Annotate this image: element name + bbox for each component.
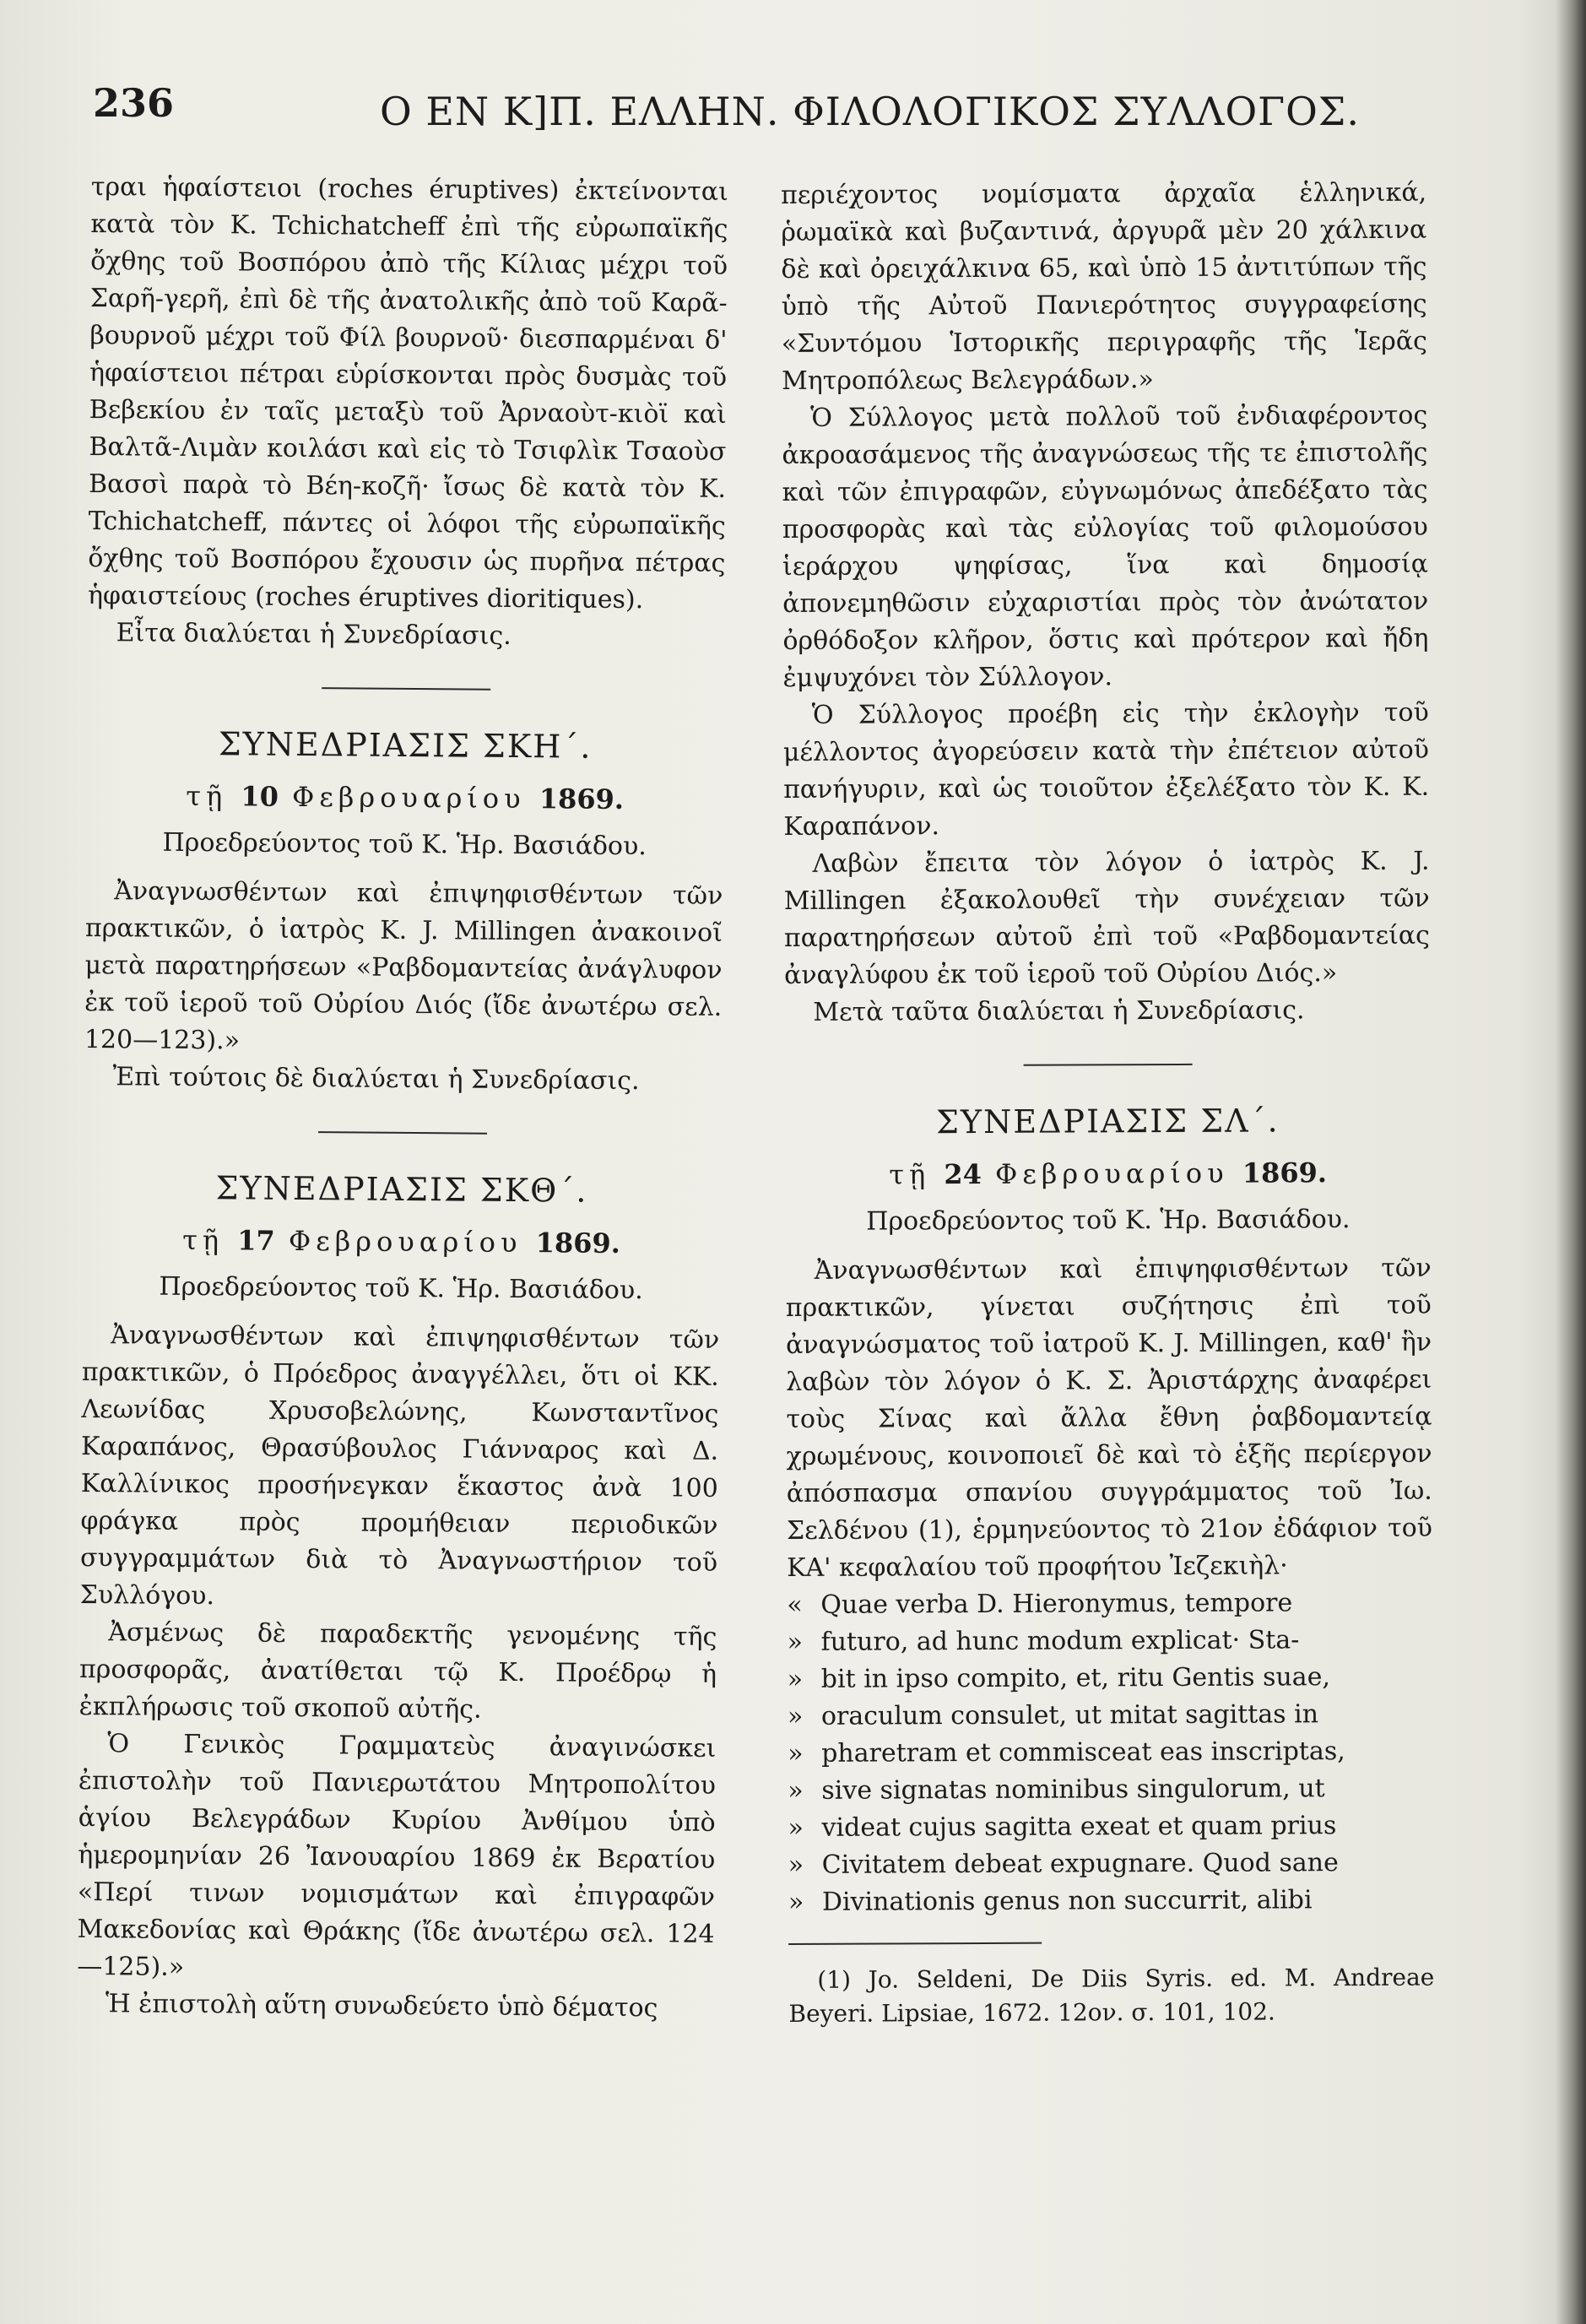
quote-text: oraculum consulet, ut mitat sagittas in bbox=[820, 1699, 1319, 1731]
session-date bbox=[785, 1154, 1431, 1194]
page-header bbox=[93, 80, 1360, 156]
quote-mark: » bbox=[787, 1701, 804, 1731]
paragraph: Ἀσμένως δὲ παραδεκτῆς γενομένης τῆς προσφορᾶς, ἀνατίθεται τῷ Κ. Προέδρῳ ἡ ἐκπλήρωσις τοῦ σκοποῦ αὐτῆς. bbox=[78, 1617, 717, 1725]
session-title: ΣΥΝΕΔΡΙΑΣΙΣ ΣΛ΄. bbox=[935, 1102, 1280, 1141]
quote-mark: » bbox=[788, 1812, 804, 1843]
quote-text: bit in ipso compito, et, ritu Gentis suae, bbox=[820, 1662, 1331, 1694]
paragraph: Εἶτα διαλύεται ἡ Συνεδρίασις. bbox=[116, 618, 512, 651]
quote-line bbox=[788, 1845, 1434, 1884]
date-year: 1869. bbox=[539, 783, 625, 815]
page-edge-shadow bbox=[1518, 0, 1586, 2324]
quote-line bbox=[788, 1696, 1433, 1736]
section-separator bbox=[1023, 1064, 1192, 1066]
paragraph: Λαβὼν ἔπειτα τὸν λόγον ὁ ἰατρὸς Κ. J. Millingen ἐξακολουθεῖ τὴν συνέχειαν τῶν παρατηρήσεων αὐτοῦ ἐπὶ τοῦ «Ραβδομαντείας ἀναγλύφου ἐκ τοῦ ἱεροῦ τοῦ Οὐρίου Διός.» bbox=[783, 846, 1431, 990]
paragraph: Ἀναγνωσθέντων καὶ ἐπιψηφισθέντων τῶν πρακτικῶν, ὁ Πρόεδρος ἀναγγέλλει, ὅτι οἱ ΚΚ. Λεωνίδας Χρυσοβελώνης, Κωνσταντῖνος Καραπάνος, Θρασύβουλος Γιάνναρος καὶ Δ. Καλλίνικος προσήνεγκαν ἕκαστος ἀνὰ 100 φράγκα πρὸς προμήθειαν περιοδικῶν συγγραμμάτων διὰ τὸ Ἀναγνωστήριον τοῦ Συλλόγου. bbox=[79, 1320, 720, 1612]
date-day: 17 bbox=[237, 1224, 275, 1257]
quote-mark: » bbox=[787, 1664, 804, 1694]
quote-text: pharetram et commisceat eas inscriptas, bbox=[821, 1736, 1345, 1769]
quote-mark: » bbox=[788, 1738, 804, 1769]
date-day: 10 bbox=[241, 780, 279, 813]
session-title: ΣΥΝΕΔΡΙΑΣΙΣ ΣΚΘ΄. bbox=[215, 1169, 588, 1210]
paragraph: Ὁ Σύλλογος μετὰ πολλοῦ τοῦ ἐνδιαφέροντος ἀκροασάμενος τῆς ἀναγνώσεως τῆς τε ἐπιστολῆς καὶ τῶν ἐπιγραφῶν, εὐγνωμόνως ἀπεδέξατο τὰς προσφορὰς καὶ τὰς εὐλογίας τοῦ φιλομούσου ἱεράρχου ψηφίσας, ἵνα καὶ δημοσίᾳ ἀπονεμηθῶσιν εὐχαριστίαι πρὸς τὸν ἀνώτατον ὀρθόδοξον κλῆρον, ὅστις καὶ πρότερον καὶ ἤδη ἐμψυχόνει τὸν Σύλλογον. bbox=[782, 400, 1429, 693]
quote-mark: » bbox=[788, 1775, 804, 1806]
date-year: 1869. bbox=[535, 1227, 620, 1260]
date-month: Φεβρουαρίου bbox=[291, 780, 526, 815]
section-separator bbox=[322, 687, 490, 691]
quote-text: Quae verba D. Hieronymus, tempore bbox=[820, 1588, 1293, 1620]
quote-mark: » bbox=[788, 1887, 804, 1917]
quote-line bbox=[788, 1807, 1433, 1847]
session-presidency: Προεδρεύοντος τοῦ Κ. Ἡρ. Βασιάδου. bbox=[866, 1205, 1351, 1237]
quote-line bbox=[788, 1770, 1433, 1810]
date-year: 1869. bbox=[1242, 1157, 1328, 1189]
quote-line bbox=[788, 1882, 1434, 1921]
quote-text: sive signatas nominibus singulorum, ut bbox=[821, 1774, 1325, 1806]
footnote: (1) Jo. Seldeni, De Diis Syris. ed. M. Andreae Beyeri. Lipsiae, 1672. 12ον. σ. 101, 102. bbox=[788, 1963, 1435, 2028]
right-column bbox=[781, 175, 1435, 2031]
quote-line bbox=[787, 1585, 1432, 1624]
paragraph: περιέχοντος νομίσματα ἀρχαῖα ἑλληνικά, ῥωμαϊκὰ καὶ βυζαντινά, ἀργυρᾶ μὲν 20 χάλκινα δὲ καὶ ὀρειχάλκινα 65, καὶ ὑπὸ 15 ἀντιτύπων τῆς ὑπὸ τῆς Αὐτοῦ Πανιερότητος συγγραφείσης «Συντόμου Ἱστορικῆς περιγραφῆς τῆς Ἱερᾶς Μητροπόλεως Βελεγράδων.» bbox=[781, 177, 1427, 396]
session-presidency: Προεδρεύοντος τοῦ Κ. Ἡρ. Βασιάδου. bbox=[162, 827, 647, 862]
paragraph: Ἀναγνωσθέντων καὶ ἐπιψηφισθέντων τῶν πρακτικῶν, γίνεται συζήτησις ἐπὶ τοῦ ἀναγνώσματος τοῦ ἰατροῦ Κ. J. Millingen, καθ' ἣν λαβὼν τὸν λόγον ὁ Κ. Σ. Ἀριστάρχης ἀναφέρει τοὺς Σίνας καὶ ἄλλα ἔθνη ῥαβδομαντείᾳ χρωμένους, κοινοποιεῖ δὲ καὶ τὸ ἑξῆς περίεργον ἀπόσπασμα σπανίου συγγράμματος τοῦ Ἰω. Σελδένου (1), ἑρμηνεύοντος τὸ 21ον ἐδάφιον τοῦ ΚΑ' κεφαλαίου τοῦ προφήτου Ἰεζεκιὴλ· bbox=[785, 1253, 1433, 1583]
quote-line bbox=[788, 1733, 1433, 1773]
paragraph: τραι ἡφαίστειοι (roches éruptives) ἐκτείνονται κατὰ τὸν Κ. Tchichatcheff ἐπὶ τῆς εὐρωπαϊκῆς ὄχθης τοῦ Βοσπόρου ἀπὸ τῆς Κίλιας μέχρι τοῦ Σαρῆ-γερῆ, ἐπὶ δὲ τῆς ἀνατολικῆς ἀπὸ τοῦ Καρᾶ-βουρνοῦ μέχρι τοῦ Φίλ βουρνοῦ· διεσπαρμέναι δ' ἡφαίστειοι πέτραι εὑρίσκονται πρὸς δυσμὰς τοῦ Βεβεκίου ἐν ταῖς μεταξὺ τοῦ Ἀρναοὺτ-κιὸϊ καὶ Βαλτᾶ-Λιμὰν κοιλάσι καὶ εἰς τὸ Τσιφλὶκ Τσαοὺσ Βασσὶ παρὰ τὸ Βέη-κοζῆ· ἴσως δὲ κατὰ τὸν Κ. Tchichatcheff, πάντες οἱ λόφοι τῆς εὐρωπαϊκῆς ὄχθης τοῦ Βοσπόρου ἔχουσιν ὡς πυρῆνα πέτρας ἡφαιστείους (roches éruptives dioritiques). bbox=[87, 171, 728, 615]
session-title: ΣΥΝΕΔΡΙΑΣΙΣ ΣΚΗ΄. bbox=[218, 725, 593, 766]
date-prefix: τῇ bbox=[186, 779, 228, 813]
paragraph: Ἡ ἐπιστολὴ αὕτη συνωδεύετο ὑπὸ δέματος bbox=[105, 1989, 658, 2023]
date-prefix: τῇ bbox=[889, 1158, 931, 1191]
paragraph: Ὁ Σύλλογος προέβη εἰς τὴν ἐκλογὴν τοῦ μέλλοντος ἀγορεύσειν κατὰ τὴν ἐπέτειον αὐτοῦ πανήγυριν, καὶ ὡς τοιοῦτον ἐξελέξατο τὸν Κ. Κ. Καραπάνον. bbox=[782, 697, 1430, 842]
date-month: Φεβρουαρίου bbox=[994, 1157, 1229, 1190]
paragraph: Ἐπὶ τούτοις δὲ διαλύεται ἡ Συνεδρίασις. bbox=[112, 1062, 640, 1097]
paragraph: Ἀναγνωσθέντων καὶ ἐπιψηφισθέντων τῶν πρακτικῶν, ὁ ἰατρὸς Κ. J. Millingen ἀνακοινοῖ μετὰ παρατηρήσεων «Ραβδομαντείας ἀνάγλυφον ἐκ τοῦ ἱεροῦ τοῦ Οὐρίου Διός (ἴδε ἀνωτέρω σελ. 120—123).» bbox=[84, 876, 723, 1056]
paragraph: Ὁ Γενικὸς Γραμματεὺς ἀναγινώσκει ἐπιστολὴν τοῦ Πανιερωτάτου Μητροπολίτου ἁγίου Βελεγράδων Κυρίου Ἀνθίμου ὑπὸ ἡμερομηνίαν 26 Ἰανουαρίου 1869 ἐκ Βερατίου «Περί τινων νομισμάτων καὶ ἐπιγραφῶν Μακεδονίας καὶ Θράκης (ἴδε ἀνωτέρω σελ. 124—125).» bbox=[77, 1729, 717, 1982]
quote-mark: « bbox=[787, 1590, 803, 1620]
date-prefix: τῇ bbox=[182, 1223, 225, 1257]
quote-text: Divinationis genus non succurrit, alibi bbox=[821, 1885, 1313, 1917]
quote-text: futuro, ad hunc modum explicat· Sta- bbox=[820, 1625, 1300, 1657]
left-column bbox=[77, 169, 728, 2028]
latin-quote bbox=[787, 1585, 1434, 1921]
session-presidency: Προεδρεύοντος τοῦ Κ. Ἡρ. Βασιάδου. bbox=[159, 1271, 643, 1306]
quote-line bbox=[788, 1659, 1433, 1698]
date-day: 24 bbox=[944, 1157, 982, 1191]
paragraph: Μετὰ ταῦτα διαλύεται ἡ Συνεδρίασις. bbox=[813, 995, 1305, 1027]
page-number: 236 bbox=[93, 80, 175, 126]
quote-line bbox=[787, 1622, 1432, 1661]
session-date bbox=[83, 1221, 720, 1263]
quote-mark: » bbox=[788, 1850, 804, 1880]
footnote-rule bbox=[788, 1942, 1042, 1945]
session-date bbox=[86, 777, 723, 819]
quote-text: Civitatem debeat expugnare. Quod sane bbox=[821, 1848, 1339, 1880]
date-month: Φεβρουαρίου bbox=[288, 1224, 522, 1260]
quote-text: videat cujus sagitta exeat et quam prius bbox=[821, 1811, 1337, 1843]
section-separator bbox=[318, 1131, 487, 1135]
running-head: Ο ΕΝ Κ]Π. ΕΛΛΗΝ. ΦΙΛΟΛΟΓΙΚΟΣ ΣΥΛΛΟΓΟΣ. bbox=[380, 89, 1360, 134]
quote-mark: » bbox=[787, 1627, 804, 1657]
